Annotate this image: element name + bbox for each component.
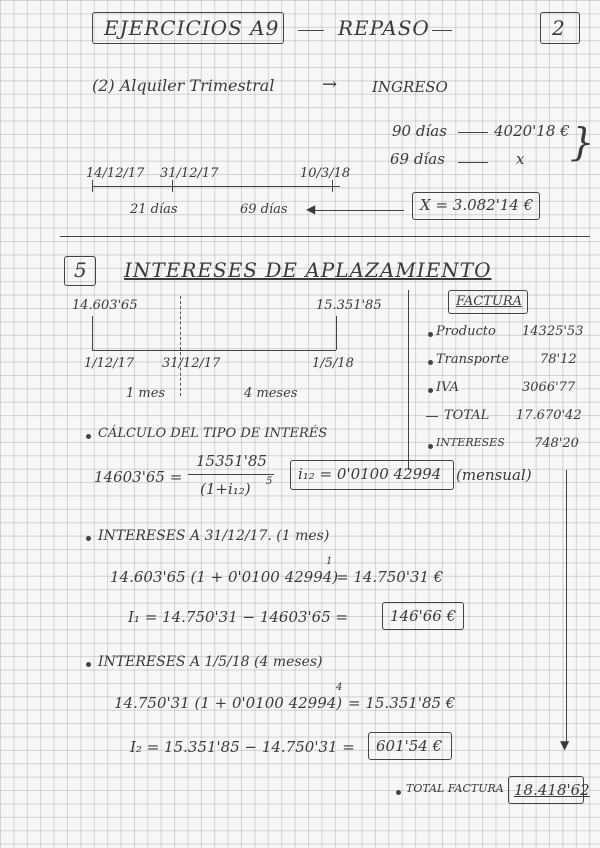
invoice-title: FACTURA	[456, 294, 523, 309]
invoice-row-value: 748'20	[534, 436, 579, 451]
timeline5-date1: 1/12/17	[84, 356, 135, 371]
timeline5-value-end: 15.351'85	[316, 298, 382, 313]
long-down-arrow-head: ▼	[560, 738, 570, 752]
invoice-row-value: 3066'77	[522, 380, 576, 395]
int1-bullet	[86, 536, 91, 541]
result2-arrow-head: ◀	[306, 202, 316, 216]
calc-numerator: 15351'85	[196, 452, 267, 470]
total-bullet	[396, 790, 401, 795]
problem5-heading: INTERESES DE APLAZAMIENTO	[124, 258, 492, 282]
timeline5-span2: 4 meses	[244, 386, 298, 401]
calc-note: (mensual)	[456, 466, 532, 484]
page-number: 2	[552, 16, 566, 40]
timeline2-date2: 31/12/17	[160, 166, 219, 181]
timeline5-mid-dash	[180, 296, 181, 396]
prop-row1-days: 90 días	[392, 122, 447, 140]
total-label: TOTAL FACTURA	[406, 782, 504, 795]
calc-denominator: (1+i₁₂)	[200, 480, 251, 498]
invoice-separator	[408, 290, 409, 470]
timeline5-span1: 1 mes	[126, 386, 166, 401]
timeline2-line	[92, 186, 340, 187]
i2-label: I₂ = 15.351'85 − 14.750'31 =	[130, 738, 355, 756]
long-down-arrow	[566, 470, 567, 742]
problem2-heading: (2) Alquiler Trimestral	[92, 76, 275, 95]
problem2-result-label: INGRESO	[372, 78, 448, 96]
timeline2-tick1	[92, 180, 93, 192]
i1-label: I₁ = 14.750'31 − 14603'65 =	[128, 608, 349, 626]
calc-lhs: 14603'65 =	[94, 468, 183, 486]
result2-arrow-line	[314, 210, 404, 211]
int2-equation: 14.750'31 (1 + 0'0100 42994)	[114, 694, 343, 712]
timeline5-arrow-start	[92, 316, 93, 350]
calc-fraction-bar	[188, 474, 274, 475]
invoice-row-value: 17.670'42	[516, 408, 582, 423]
invoice-row-label: IVA	[436, 380, 460, 395]
i1-result: 146'66 €	[390, 607, 457, 625]
invoice-row-label: TOTAL	[444, 408, 490, 423]
prop-row2-value: x	[516, 150, 525, 168]
int1-result: = 14.750'31 €	[336, 568, 444, 586]
int1-equation: 14.603'65 (1 + 0'0100 42994)	[110, 568, 339, 586]
int2-exponent: 4	[336, 682, 343, 693]
timeline5-date3: 1/5/18	[312, 356, 354, 371]
timeline2-span2: 69 días	[240, 202, 288, 217]
calc-exponent: 5	[266, 476, 273, 487]
section-divider	[60, 236, 590, 237]
invoice-total-dash	[426, 416, 438, 417]
invoice-row-value: 14325'53	[522, 324, 584, 339]
int1-title: INTERESES A 31/12/17. (1 mes)	[98, 528, 330, 544]
problem2-arrow: →	[322, 74, 338, 95]
invoice-bullet	[428, 388, 433, 393]
invoice-bullet	[428, 360, 433, 365]
timeline2-tick2	[172, 180, 173, 192]
invoice-bullet	[428, 332, 433, 337]
timeline5-date2: 31/12/17	[162, 356, 221, 371]
timeline2-span1: 21 días	[130, 202, 178, 217]
int2-result: = 15.351'85 €	[348, 694, 456, 712]
invoice-row-label: Transporte	[436, 352, 509, 367]
page-title: EJERCICIOS A9	[104, 16, 280, 40]
prop-row2-dash	[458, 162, 488, 163]
timeline2-tick3	[332, 180, 333, 192]
int1-exponent: 1	[326, 556, 333, 567]
title-dash-left	[298, 30, 324, 31]
timeline5-arrow-end	[336, 316, 337, 350]
timeline5-line	[92, 350, 336, 351]
calc-title: CÁLCULO DEL TIPO DE INTERÉS	[98, 426, 328, 441]
i2-result: 601'54 €	[376, 737, 443, 755]
invoice-bullet	[428, 444, 433, 449]
calc-result: i₁₂ = 0'0100 42994	[298, 465, 442, 483]
invoice-row-label: INTERESES	[436, 436, 505, 449]
title-dash-right	[432, 30, 452, 31]
int2-bullet	[86, 662, 91, 667]
timeline2-date3: 10/3/18	[300, 166, 351, 181]
invoice-row-value: 78'12	[540, 352, 577, 367]
calc-bullet	[86, 434, 91, 439]
prop-row2-days: 69 días	[390, 150, 445, 168]
problem5-number: 5	[74, 258, 88, 282]
prop-row1-dash	[458, 132, 488, 133]
int2-title: INTERESES A 1/5/18 (4 meses)	[98, 654, 323, 670]
invoice-row-label: Producto	[436, 324, 496, 339]
result2-value: X = 3.082'14 €	[420, 196, 534, 214]
timeline2-date1: 14/12/17	[86, 166, 145, 181]
prop-row1-value: 4020'18 €	[494, 122, 570, 140]
timeline5-value-start: 14.603'65	[72, 298, 138, 313]
prop-brace: }	[570, 120, 595, 164]
total-value: 18.418'62	[514, 781, 590, 799]
page-subtitle: REPASO	[338, 16, 430, 40]
